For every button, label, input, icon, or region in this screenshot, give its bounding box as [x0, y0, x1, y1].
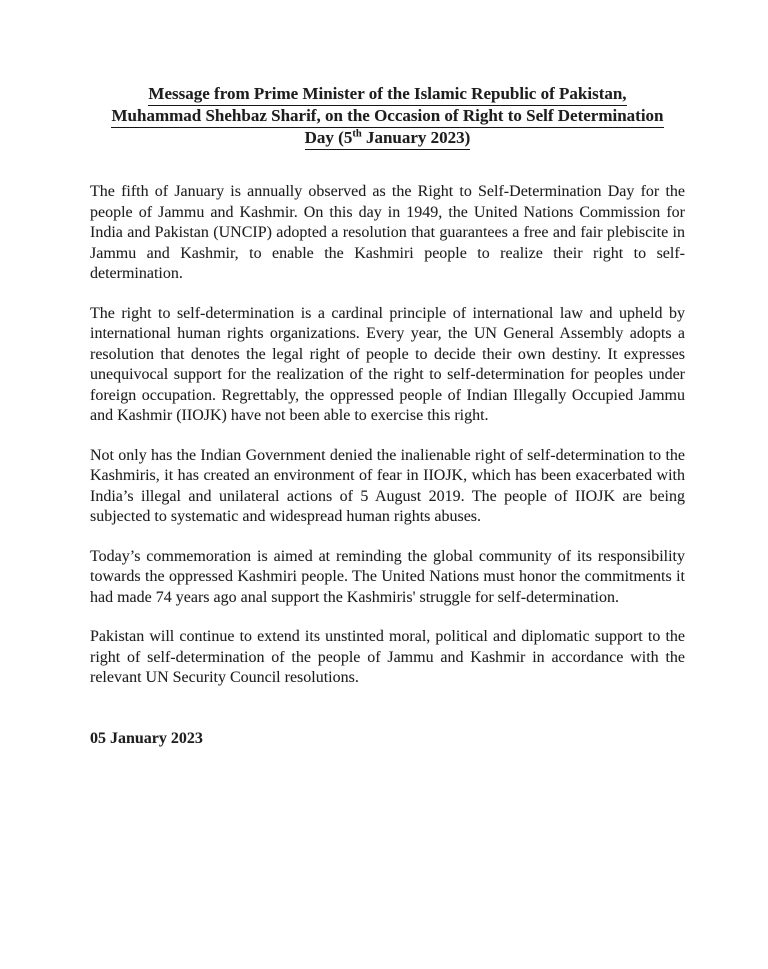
paragraph-3: Not only has the Indian Government denied the inalienable right of self-determination to the Kashmiris, it has created an environment of fear in IIOJK, which has been exacerbated with India’s illegal and unilateral actions of 5 August 2019. The people of IIOJK are being subjected to systematic and widespread human rights abuses. [90, 446, 685, 525]
paragraph-5: Pakistan will continue to extend its unstinted moral, political and diplomatic support to the right of self-determination of the people of Jammu and Kashmir in accordance with the relevant UN Security Council resolutions. [90, 628, 685, 686]
title-line-3-text: Day (5 [304, 128, 353, 147]
title-line-1: Message from Prime Minister of the Islamic Republic of Pakistan, [148, 84, 626, 106]
title-line-3 [305, 128, 471, 150]
document-date: 05 January 2023 [90, 729, 203, 747]
document-title [90, 84, 685, 150]
title-line-2: Muhammad Shehbaz Sharif, on the Occasion of Right to Self Determination [111, 106, 663, 128]
title-line-3-text-cont: January 2023) [361, 128, 471, 147]
paragraph-4: Today’s commemoration is aimed at reminding the global community of its responsibility towards the oppressed Kashmiri people. The United Nations must honor the commitments it had made 74 years ago anal support the Kashmiris' struggle for self-determination. [90, 547, 685, 606]
paragraph-2: The right to self-determination is a cardinal principle of international law and upheld by international human rights organizations. Every year, the UN General Assembly adopts a resolution that denotes the legal right of people to decide their own destiny. It expresses unequivocal support for the realization of the right to self-determination for peoples under foreign occupation. Regrettably, the oppressed people of Indian Illegally Occupied Jammu and Kashmir (IIOJK) have not been able to exercise this right. [90, 304, 685, 424]
title-ordinal-superscript: th [352, 128, 362, 140]
paragraph-1: The fifth of January is annually observed as the Right to Self-Determination Day for the people of Jammu and Kashmir. On this day in 1949, the United Nations Commission for India and Pakistan (UNCIP) adopted a resolution that guarantees a free and fair plebiscite in Jammu and Kashmir, to enable the Kashmiri people to realize their right to self-determination. [90, 183, 685, 282]
